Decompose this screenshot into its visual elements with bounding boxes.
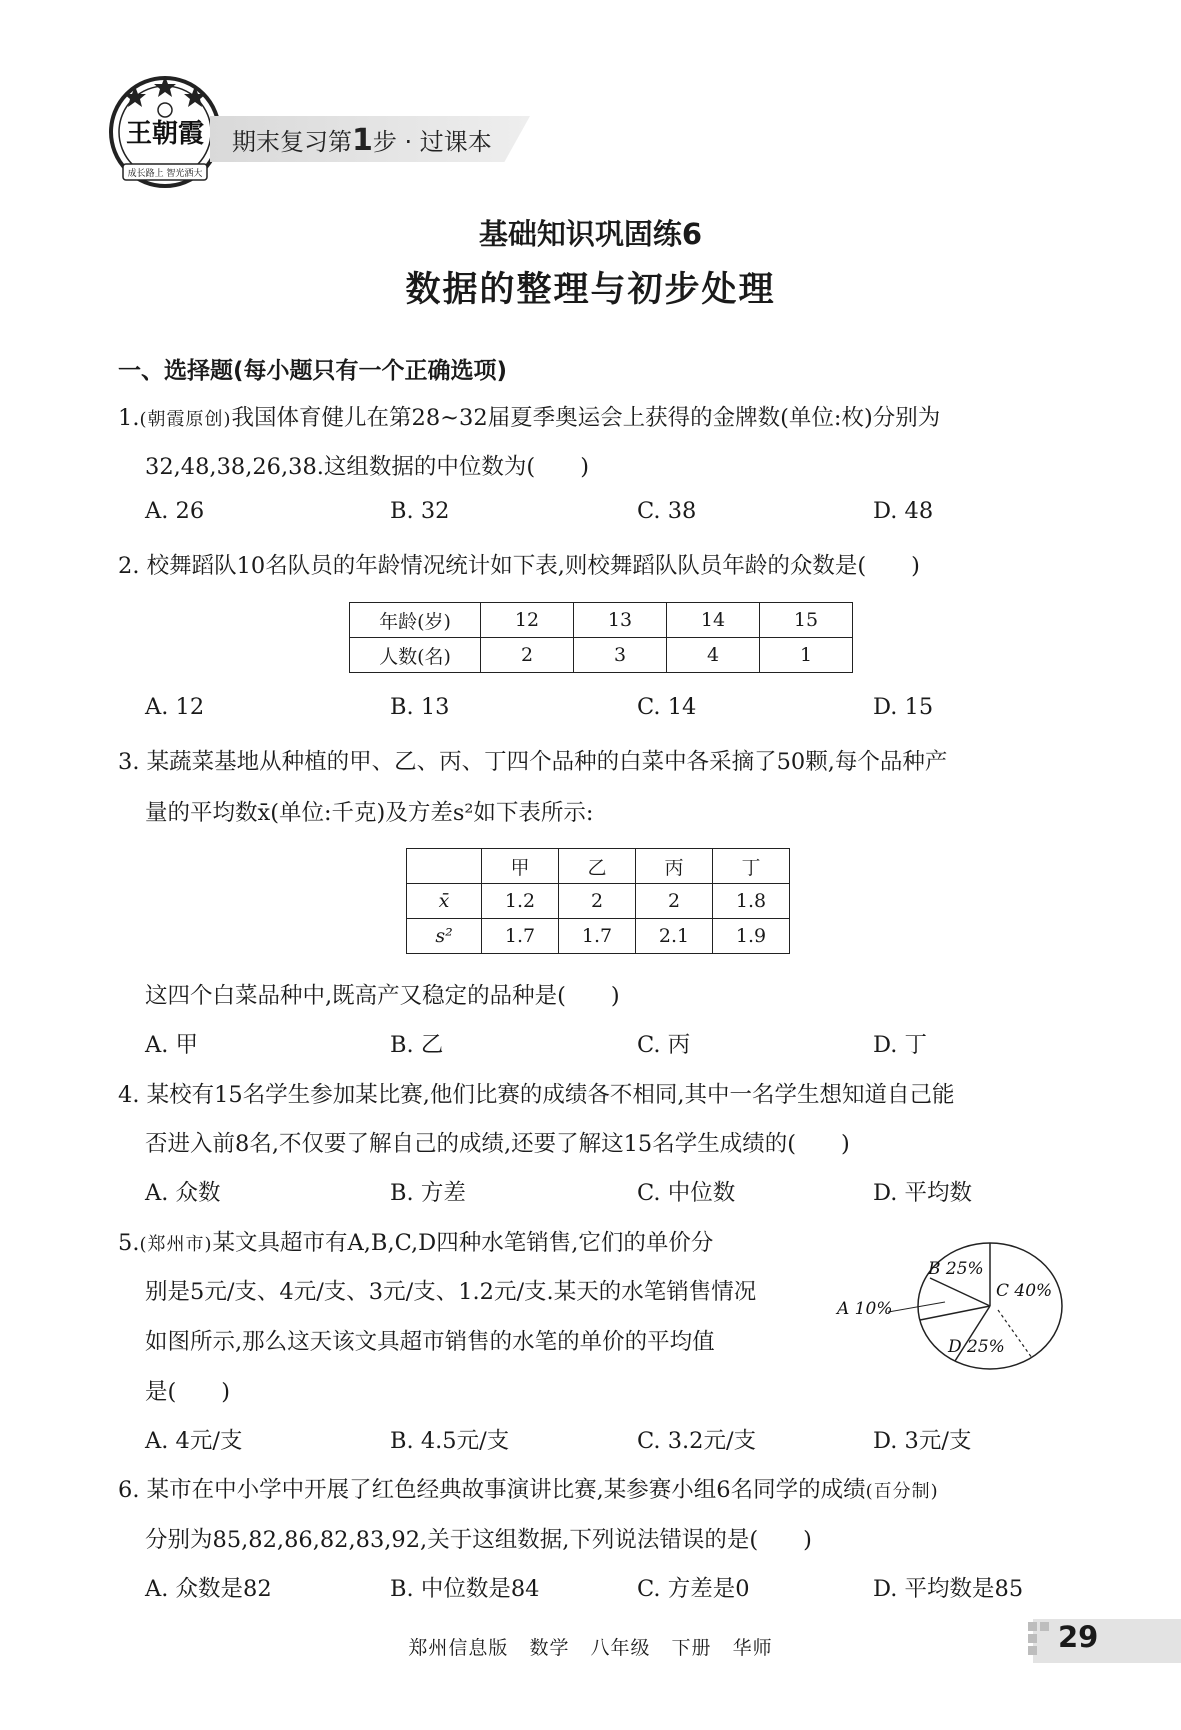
table-cell: 甲 [482,849,559,884]
header-band-text [232,122,492,158]
table-cell: 乙 [559,849,636,884]
q1-option-b: B. 32 [390,498,450,524]
pie-label-c: C 40% [996,1281,1053,1301]
band-text-post: 步 · 过课本 [372,128,492,156]
q5-option-c: C. 3.2元/支 [637,1428,757,1454]
band-step-number: 1 [352,123,373,158]
table-row [407,849,790,884]
page-deco-square [1028,1634,1037,1643]
q5-number: 5. [118,1230,140,1256]
publisher-logo-badge [105,72,225,192]
q1-number: 1. [118,405,140,431]
q6-option-a: A. 众数是82 [145,1576,272,1602]
q6-option-d: D. 平均数是85 [873,1576,1024,1602]
table-row [407,884,790,919]
table-cell: 2.1 [636,919,713,954]
page-number-band [1033,1619,1181,1663]
q2-option-a: A. 12 [145,694,205,720]
table-cell: 1.2 [482,884,559,919]
q3-variety-table [406,848,790,954]
page-deco-square [1040,1622,1049,1631]
q5-line3: 如图所示,那么这天该文具超市销售的水笔的单价的平均值 [145,1329,715,1355]
q2-line1: 2. 校舞蹈队10名队员的年龄情况统计如下表,则校舞蹈队队员年龄的众数是( ) [118,553,920,579]
page-title: 基础知识巩固练6 [478,217,703,251]
q6-text: 6. 某市在中小学中开展了红色经典故事演讲比赛,某参赛小组6名同学的成绩 [118,1477,866,1503]
q3-line2: 量的平均数x̄(单位:千克)及方差s²如下表所示: [145,800,594,826]
table-row [350,638,853,673]
table-cell: 1.9 [713,919,790,954]
pie-label-a: A 10% [837,1299,893,1319]
logo-text: 王朝霞 [125,119,205,149]
q5-line1 [118,1225,713,1257]
q5-text: 某文具超市有A,B,C,D四种水笔销售,它们的单价分 [212,1230,714,1256]
q4-line1: 4. 某校有15名学生参加某比赛,他们比赛的成绩各不相同,其中一名学生想知道自己能 [118,1082,955,1108]
table-cell: 丁 [713,849,790,884]
q5-pie-chart [837,1240,1065,1372]
q1-line2: 32,48,38,26,38.这组数据的中位数为( ) [145,454,589,480]
q5-option-a: A. 4元/支 [145,1428,243,1454]
q1-source-tag: (朝霞原创) [139,409,232,430]
table-cell [407,849,482,884]
q6-option-b: B. 中位数是84 [390,1576,540,1602]
q4-option-d: D. 平均数 [873,1180,973,1206]
table-cell: 人数(名) [350,638,481,673]
table-cell: 2 [481,638,574,673]
table-cell: 丙 [636,849,713,884]
table-row [350,603,853,638]
footer-edition: 郑州信息版 数学 八年级 下册 华师 [408,1637,773,1659]
q3-line1: 3. 某蔬菜基地从种植的甲、乙、丙、丁四个品种的白菜中各采摘了50颗,每个品种产 [118,749,948,775]
page-deco-square [1028,1646,1037,1655]
q5-line2: 别是5元/支、4元/支、3元/支、1.2元/支.某天的水笔销售情况 [145,1279,757,1305]
pie-label-d: D 25% [948,1337,1005,1357]
band-text-pre: 期末复习第 [232,128,352,156]
logo-slogan: 成长路上 智光洒大 [127,169,203,179]
table-cell: x̄ [407,884,482,919]
q4-option-b: B. 方差 [390,1180,466,1206]
q1-line1 [118,400,940,432]
table-cell: s² [407,919,482,954]
table-cell: 12 [481,603,574,638]
q6-option-c: C. 方差是0 [637,1576,750,1602]
table-row [407,919,790,954]
table-cell: 4 [667,638,760,673]
table-cell: 15 [760,603,853,638]
table-cell: 3 [574,638,667,673]
table-cell: 1.7 [559,919,636,954]
q1-option-d: D. 48 [873,498,934,524]
q5-option-d: D. 3元/支 [873,1428,972,1454]
q6-line2: 分别为85,82,86,82,83,92,关于这组数据,下列说法错误的是( ) [145,1527,812,1553]
q6-line1 [118,1472,939,1504]
page-deco-square [1028,1622,1037,1631]
table-cell: 1.8 [713,884,790,919]
q2-age-table [349,602,853,673]
q6-score-tag: (百分制) [865,1481,939,1502]
table-cell: 13 [574,603,667,638]
q4-option-c: C. 中位数 [637,1180,736,1206]
q1-option-c: C. 38 [637,498,697,524]
table-cell: 2 [559,884,636,919]
table-cell: 1.7 [482,919,559,954]
q3-option-d: D. 丁 [873,1032,928,1058]
q1-text: 我国体育健儿在第28~32届夏季奥运会上获得的金牌数(单位:枚)分别为 [231,405,941,431]
table-cell: 1 [760,638,853,673]
table-cell: 2 [636,884,713,919]
q3-line3: 这四个白菜品种中,既高产又稳定的品种是( ) [145,983,620,1009]
q4-option-a: A. 众数 [145,1180,221,1206]
q1-option-a: A. 26 [145,498,205,524]
q3-option-a: A. 甲 [145,1032,199,1058]
pie-label-b: B 25% [928,1259,984,1279]
section-heading: 一、选择题(每小题只有一个正确选项) [118,358,508,384]
q5-option-b: B. 4.5元/支 [390,1428,510,1454]
page-subtitle: 数据的整理与初步处理 [405,270,776,310]
q5-source-tag: (郑州市) [139,1234,213,1255]
q2-option-b: B. 13 [390,694,450,720]
page-number: 29 [1058,1620,1099,1654]
table-cell: 14 [667,603,760,638]
q4-line2: 否进入前8名,不仅要了解自己的成绩,还要了解这15名学生成绩的( ) [145,1131,850,1157]
q3-option-c: C. 丙 [637,1032,691,1058]
q2-option-d: D. 15 [873,694,934,720]
q5-line4: 是( ) [145,1379,231,1405]
table-cell: 年龄(岁) [350,603,481,638]
q3-option-b: B. 乙 [390,1032,444,1058]
q2-option-c: C. 14 [637,694,697,720]
